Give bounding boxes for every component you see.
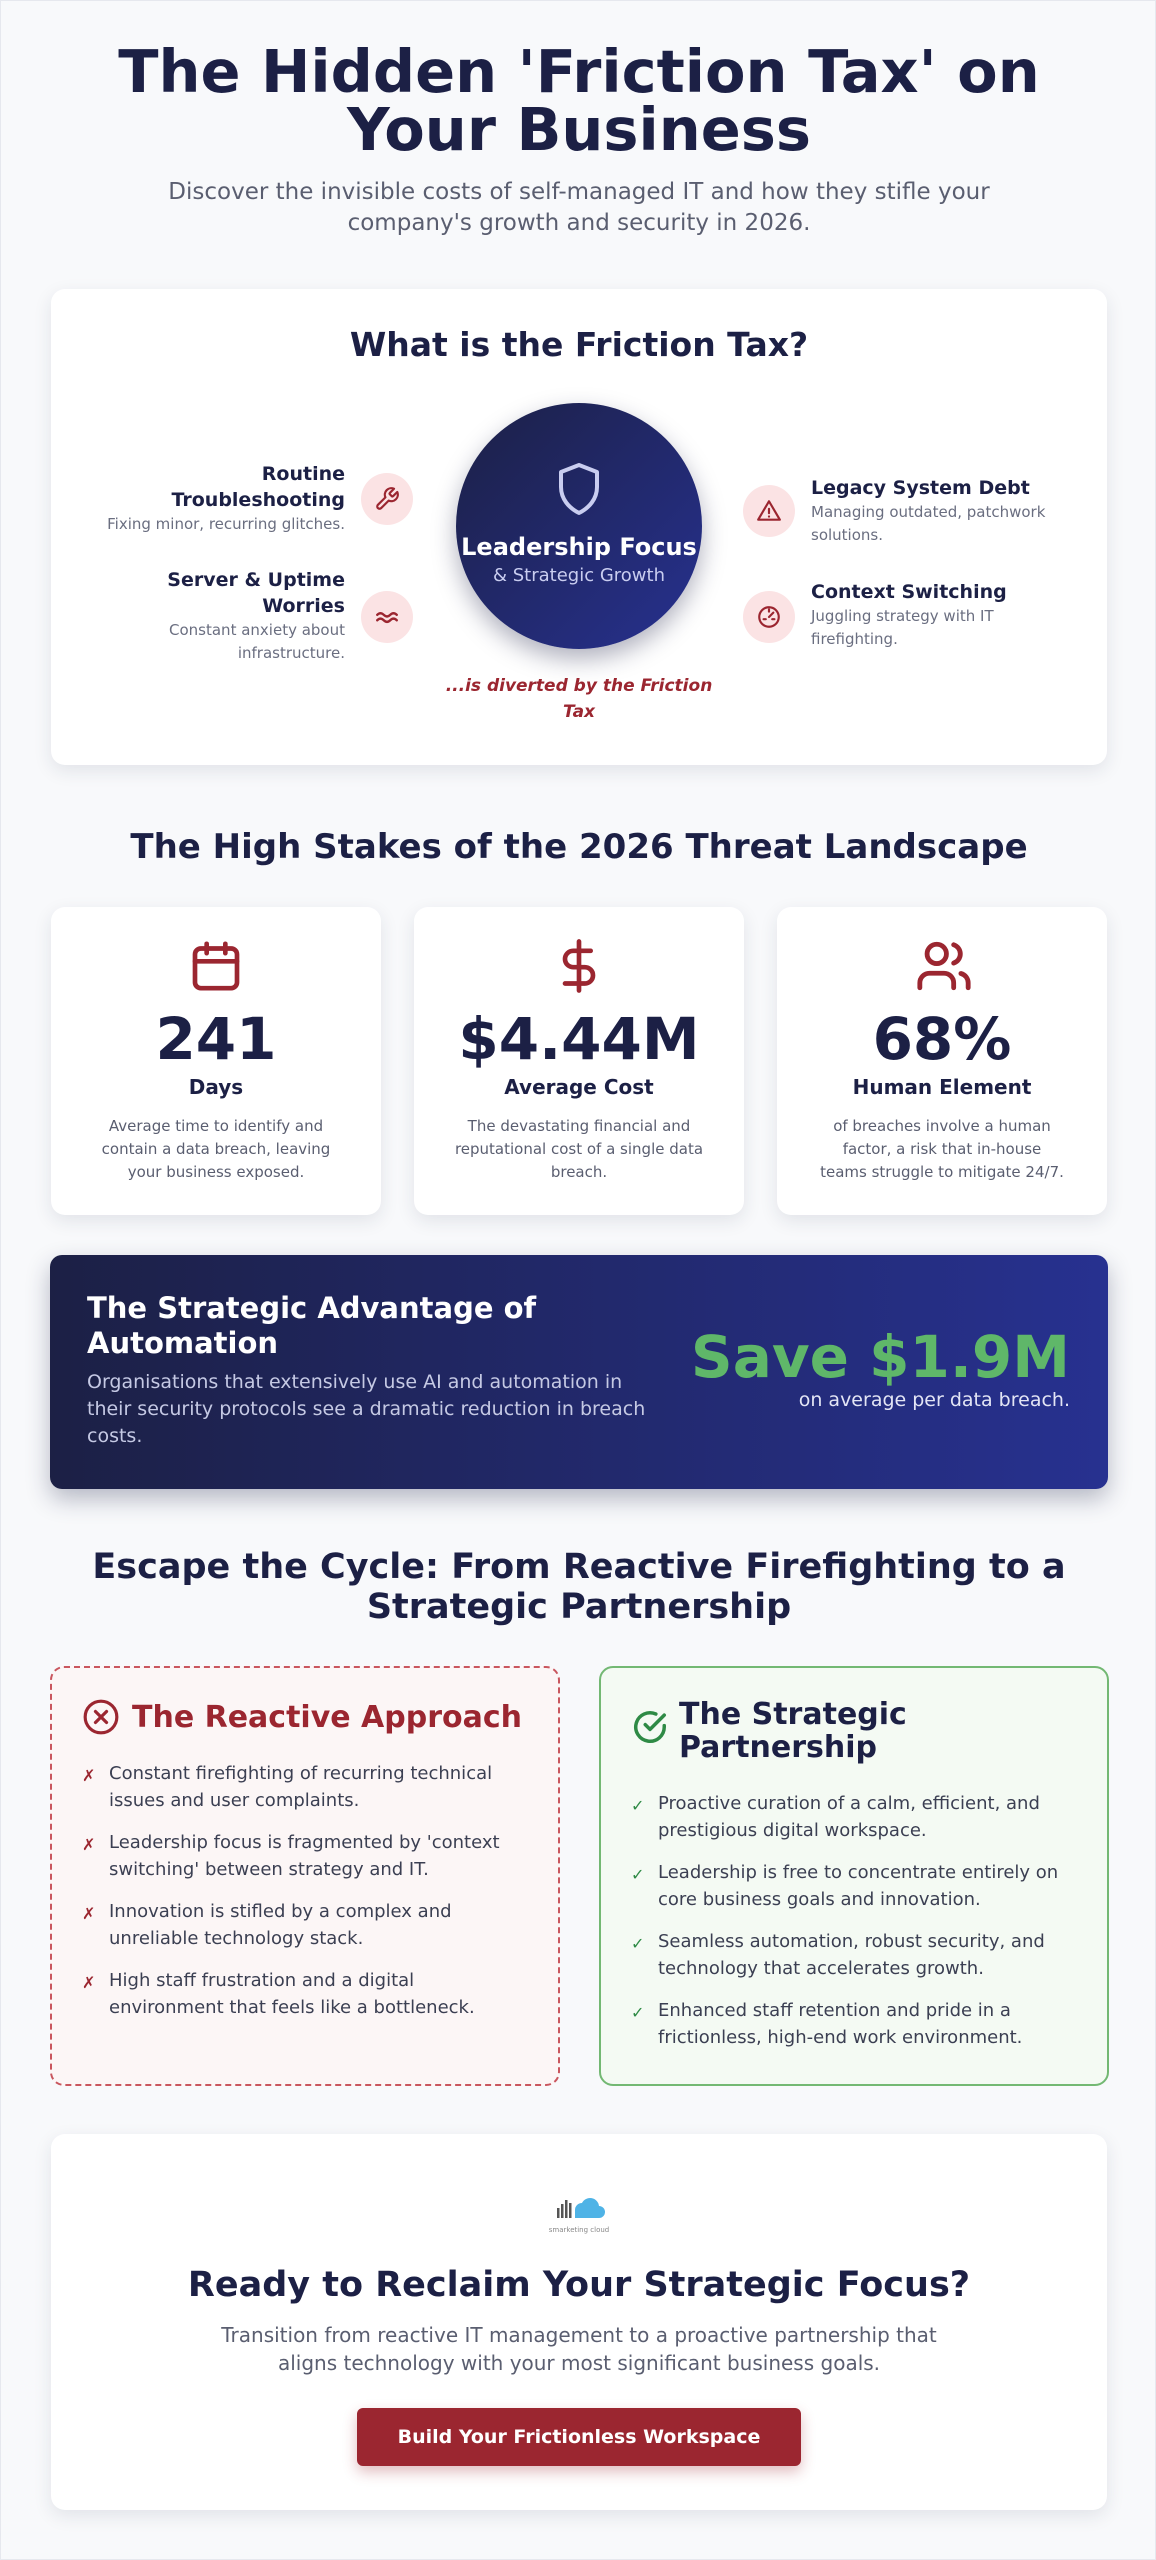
reactive-list [82,1760,522,2036]
x-mark-icon: ✗ [82,1904,96,1923]
stat-card-cost [414,907,744,1215]
company-logo [545,2194,613,2236]
x-mark-icon: ✗ [82,1766,96,1785]
stat-value: 68% [872,1005,1012,1073]
automation-title: The Strategic Advantage of Automation [87,1291,537,1360]
check-mark-icon: ✓ [631,1796,645,1815]
stat-value: 241 [155,1005,277,1073]
page-subtitle: Discover the invisible costs of self-managed IT and how they stifle your company's growth and security in 2026. [168,179,990,236]
x-mark-icon: ✗ [82,1973,96,1992]
list-item: ✓ Enhanced staff retention and pride in a frictionless, high-end work environment. [631,2000,1023,2048]
diverted-caption: ...is diverted by the Friction Tax [445,676,713,722]
leadership-focus-circle [456,403,702,649]
friction-item-desc: Juggling strategy with IT firefighting. [811,607,994,648]
stat-value: $4.44M [458,1005,700,1073]
x-mark-icon: ✗ [82,1835,96,1854]
friction-tax-card [51,289,1107,765]
friction-item-troubleshooting [85,461,345,536]
strategic-list [631,1790,1071,2066]
list-item: ✓ Proactive curation of a calm, efficient, and prestigious digital workspace. [631,1793,1040,1841]
check-mark-icon: ✓ [631,2003,645,2022]
savings-caption: on average per data breach. [798,1389,1070,1411]
list-item: ✗ Innovation is stifled by a complex and unreliable technology stack. [82,1901,452,1949]
stat-card-human [777,907,1107,1215]
shield-icon [555,461,603,517]
page-title: The Hidden 'Friction Tax' on Your Business [118,37,1040,164]
friction-item-context [811,579,1071,651]
automation-banner [50,1255,1108,1489]
stat-card-days [51,907,381,1215]
friction-item-legacy [811,475,1071,547]
friction-item-desc: Managing outdated, patchwork solutions. [811,503,1046,544]
reactive-title: The Reactive Approach [132,1700,523,1735]
check-mark-icon: ✓ [631,1934,645,1953]
friction-item-title: Legacy System Debt [811,477,1030,499]
center-title: Leadership Focus [461,533,697,561]
speedometer-icon [743,591,795,643]
users-icon [914,937,974,995]
list-item: ✓ Seamless automation, robust security, and technology that accelerates growth. [631,1931,1045,1979]
strategic-partnership-card [599,1666,1109,2086]
friction-item-desc: Fixing minor, recurring glitches. [107,515,345,533]
center-subtitle: & Strategic Growth [492,565,665,586]
strategic-title: The Strategic Partnership [679,1697,907,1765]
friction-title: What is the Friction Tax? [349,325,809,364]
cta-description: Transition from reactive IT management to a proactive partnership that aligns technology with your most significant business goals. [221,2323,937,2375]
stat-label: Human Element [852,1075,1032,1099]
build-workspace-button[interactable]: Build Your Frictionless Workspace [357,2408,801,2466]
friction-item-desc: Constant anxiety about infrastructure. [169,621,345,662]
stat-label: Days [188,1075,244,1099]
list-item: ✗ Constant firefighting of recurring technical issues and user complaints. [82,1763,493,1811]
friction-item-title: Server & Uptime Worries [167,569,345,617]
warning-icon [743,485,795,537]
stat-desc: of breaches involve a human factor, a risk that in-house teams struggle to mitigate 24/7. [820,1117,1064,1181]
reactive-approach-card [50,1666,560,2086]
calendar-icon [188,937,244,995]
wave-icon [361,591,413,643]
list-item: ✓ Leadership is free to concentrate entirely on core business goals and innovation. [631,1862,1059,1910]
cta-card [51,2134,1107,2510]
list-item: ✗ Leadership focus is fragmented by 'context switching' between strategy and IT. [82,1832,500,1880]
friction-item-title: Routine Troubleshooting [171,463,345,511]
stat-desc: Average time to identify and contain a data breach, leaving your business exposed. [101,1117,331,1181]
list-item: ✗ High staff frustration and a digital environment that feels like a bottleneck. [82,1970,475,2018]
stat-label: Average Cost [504,1075,654,1099]
cloud-bars-logo-icon [545,2194,613,2224]
stakes-title: The High Stakes of the 2026 Threat Landscape [130,827,1028,867]
automation-desc: Organisations that extensively use AI and automation in their security protocols see a dramatic reduction in breach costs. [87,1371,646,1447]
logo-text: smarketing cloud [548,2226,610,2234]
savings-value: Save $1.9M [690,1323,1070,1391]
check-mark-icon: ✓ [631,1865,645,1884]
check-circle-icon [631,1708,669,1746]
wrench-icon [361,473,413,525]
x-circle-icon [82,1698,120,1736]
dollar-icon [551,937,607,995]
friction-item-title: Context Switching [811,581,1007,603]
escape-title: Escape the Cycle: From Reactive Firefighting to a Strategic Partnership [92,1547,1066,1627]
cta-title: Ready to Reclaim Your Strategic Focus? [187,2265,971,2305]
friction-item-server [85,567,345,665]
stat-desc: The devastating financial and reputational cost of a single data breach. [454,1117,704,1181]
